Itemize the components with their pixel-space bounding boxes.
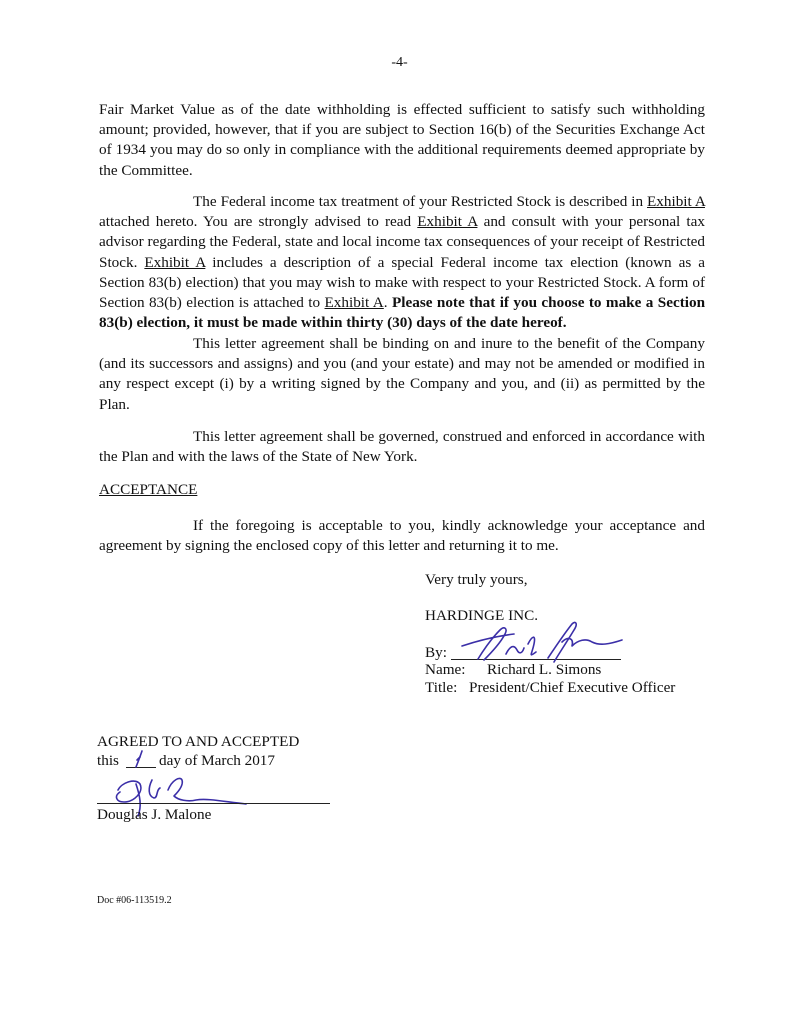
salutation: Very truly yours, bbox=[425, 571, 528, 588]
exhibit-a-reference: Exhibit A bbox=[144, 253, 206, 271]
day-of-month: day of March 2017 bbox=[159, 752, 275, 769]
paragraph-tax-treatment bbox=[99, 192, 705, 333]
page-number: -4- bbox=[391, 55, 408, 70]
title-label: Title: bbox=[425, 679, 458, 696]
recipient-signature-line bbox=[97, 803, 330, 804]
this-label: this bbox=[97, 752, 119, 769]
agreed-accepted-heading: AGREED TO AND ACCEPTED bbox=[97, 733, 300, 750]
exhibit-a-reference: Exhibit A bbox=[324, 294, 384, 312]
paragraph-binding: This letter agreement shall be binding on and inure to the benefit of the Company (and its successors and assigns) and you (and your estate) and may not be amended or modified in any respect except (i) by a writing signed by the Company and you, and (ii) as permitted by the Plan. bbox=[99, 335, 705, 413]
acceptance-heading: ACCEPTANCE bbox=[99, 481, 198, 498]
name-label: Name: bbox=[425, 661, 466, 678]
election-deadline-notice: Please note that if you choose to make a Section 83(b) election, it must be made within thirty (30) days of the date hereof. bbox=[99, 294, 706, 332]
signer-title: President/Chief Executive Officer bbox=[469, 679, 676, 696]
exhibit-a-reference: Exhibit A bbox=[647, 193, 705, 210]
text-run: The Federal income tax treatment of your Restricted Stock is described in bbox=[193, 193, 648, 210]
text-run: includes a description of a special Federal income tax election (known as a Section 83(b) election) that you may wish to make with respect to your Restricted Stock. A form of Section 83(b) election is attached to bbox=[99, 253, 705, 312]
signer-name: Richard L. Simons bbox=[487, 661, 602, 678]
text-run: attached hereto. You are strongly advised to read bbox=[99, 213, 418, 231]
paragraph-withholding: Fair Market Value as of the date withholding is effected sufficient to satisfy such withholding amount; provided, however, that if you are subject to Section 16(b) of the Securities Exchange Act of 1934 you may do so only in compliance with the additional requirements deemed appropriate by the Committee. bbox=[99, 101, 705, 179]
paragraph-governing-law: This letter agreement shall be governed, construed and enforced in accordance with the Plan and with the laws of the State of New York. bbox=[99, 428, 705, 466]
text-run: . bbox=[383, 294, 392, 312]
by-label: By: bbox=[425, 644, 447, 661]
company-name: HARDINGE INC. bbox=[425, 607, 539, 624]
recipient-name: Douglas J. Malone bbox=[97, 806, 212, 823]
paragraph-acceptance: If the foregoing is acceptable to you, kindly acknowledge your acceptance and agreement by signing the enclosed copy of this letter and returning it to me. bbox=[99, 517, 705, 555]
exhibit-a-reference: Exhibit A bbox=[417, 213, 478, 231]
text-run: and consult with your personal tax advisor regarding the Federal, state and local income tax consequences of your receipt of Restricted Stock. bbox=[99, 213, 706, 271]
document-number: Doc #06-113519.2 bbox=[97, 895, 172, 906]
